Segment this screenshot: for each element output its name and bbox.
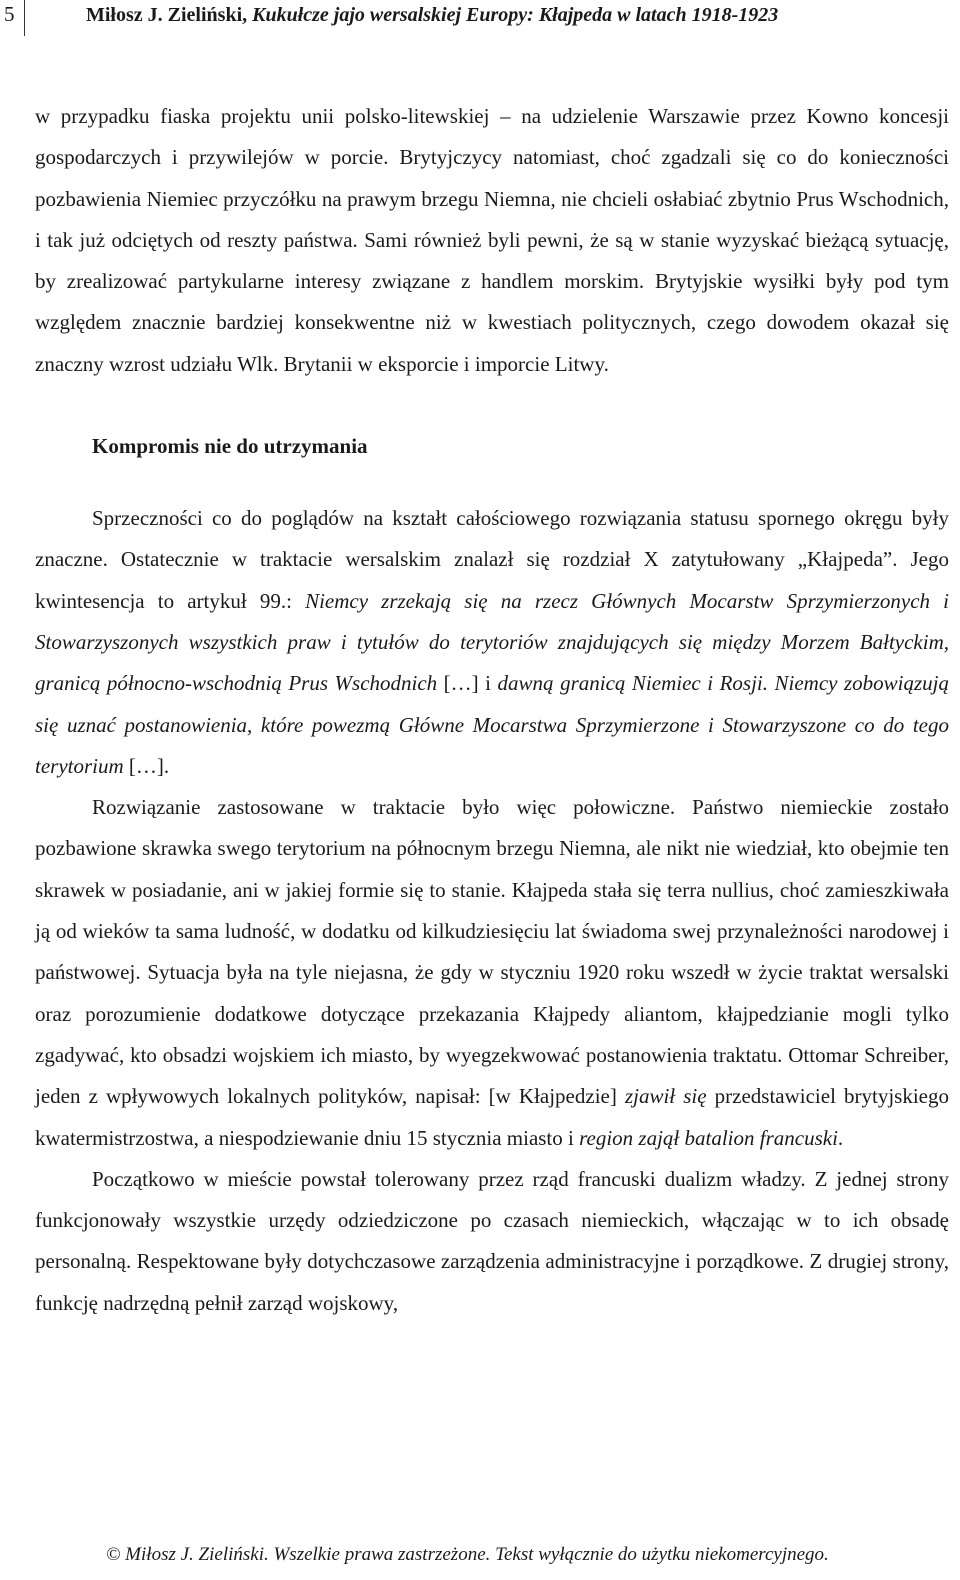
paragraph-3 xyxy=(35,787,949,1159)
page-number: 5 xyxy=(4,2,15,26)
paragraph-4: Początkowo w mieście powstał tolerowany przez rząd francuski dualizm władzy. Z jednej strony funkcjonowały wszystkie urzędy odziedziczone po czasach niemieckich, włączając w to ich obsadę personalną. Respektowane były dotychczasowe zarządzenia administracyjne i porządkowe. Z drugiej strony, funkcję nadrzędną pełnił zarząd wojskowy, xyxy=(35,1166,949,1315)
running-title xyxy=(86,4,778,27)
paragraph-3-end: . xyxy=(837,1125,844,1150)
section-heading: Kompromis nie do utrzymania xyxy=(92,434,368,459)
paragraph-3-middle: przedstawiciel brytyjskiego kwatermistrzostwa, a niespodziewanie dniu 15 stycznia miasto i xyxy=(35,1084,950,1150)
page-header xyxy=(0,0,960,40)
ellipsis-2: […]. xyxy=(123,753,170,778)
book-title: Kukułcze jajo wersalskiej Europy: Kłajpeda w latach 1918-1923 xyxy=(252,4,779,26)
paragraph-2 xyxy=(35,498,949,787)
schreiber-quote-2: region zajął batalion francuski xyxy=(579,1125,838,1150)
ellipsis-1: […] i xyxy=(437,671,498,696)
copyright-notice: © Miłosz J. Zieliński. Wszelkie prawa zastrzeżone. Tekst wyłącznie do użytku niekomercyjnego. xyxy=(106,1544,829,1565)
schreiber-quote-1: zjawił się xyxy=(624,1084,707,1109)
paragraph-1: w przypadku fiaska projektu unii polsko-litewskiej – na udzielenie Warszawie przez Kowno koncesji gospodarczych i przywilejów w porcie. Brytyjczycy natomiast, choć zgadzali się co do konieczności pozbawienia Niemiec przyczółku na prawym brzegu Niemna, nie chcieli osłabiać zbytnio Prus Wschodnich, i tak już odciętych od reszty państwa. Sami również byli pewni, że są w stanie wyzyskać bieżącą sytuację, by zrealizować partykularne interesy związane z handlem morskim. Brytyjskie wysiłki były pod tym względem znacznie bardziej konsekwentne niż w kwestiach politycznych, czego dowodem okazał się znaczny wzrost udziału Wlk. Brytanii w eksporcie i imporcie Litwy. xyxy=(35,104,949,376)
paragraph-2-intro: Sprzeczności co do poglądów na kształt całościowego rozwiązania statusu spornego okręgu były znaczne. Ostatecznie w traktacie wersalskim znalazł się rozdział X zatytułowany „Kłajpeda”. Jego kwintesencja to artykuł 99.: xyxy=(35,506,949,613)
header-divider xyxy=(24,0,25,36)
quote-article-99-part-2: dawną granicą Niemiec i Rosji. Niemcy zobowiązują się uznać postanowienia, które powezmą Główne Mocarstwa Sprzymierzone i Stowarzyszone co do tego terytorium xyxy=(35,671,950,778)
quote-article-99-part-1: Niemcy zrzekają się na rzecz Głównych Mocarstw Sprzymierzonych i Stowarzyszonych wszystkich praw i tytułów do terytoriów znajdujących się między Morzem Bałtyckim, granicą północno-wschodnią Prus Wschodnich xyxy=(35,588,950,696)
document-body xyxy=(35,96,949,1324)
paragraph-3-intro: Rozwiązanie zastosowane w traktacie było więc połowiczne. Państwo niemieckie zostało pozbawione skrawka swego terytorium na północnym brzegu Niemna, ale nikt nie wiedział, kto obejmie ten skrawek w posiadanie, ani w jakiej formie się to stanie. Kłajpeda stała się terra nullius, choć zamieszkiwała ją od wieków ta sama ludność, w dodatku od kilkudziesięciu lat świadoma swej przynależności narodowej i państwowej. Sytuacja była na tyle niejasna, że gdy w styczniu 1920 roku wszedł w życie traktat wersalski oraz porozumienie dodatkowe dotyczące przekazania Kłajpedy aliantom, kłajpedzianie mogli tylko zgadywać, kto obsadzi wojskiem ich miasto, by wyegzekwować postanowienia traktatu. Ottomar Schreiber, jeden z wpływowych lokalnych polityków, napisał: [w Kłajpedzie] xyxy=(35,795,949,1109)
author-name: Miłosz J. Zieliński, xyxy=(86,4,253,26)
page-footer xyxy=(0,1540,960,1580)
